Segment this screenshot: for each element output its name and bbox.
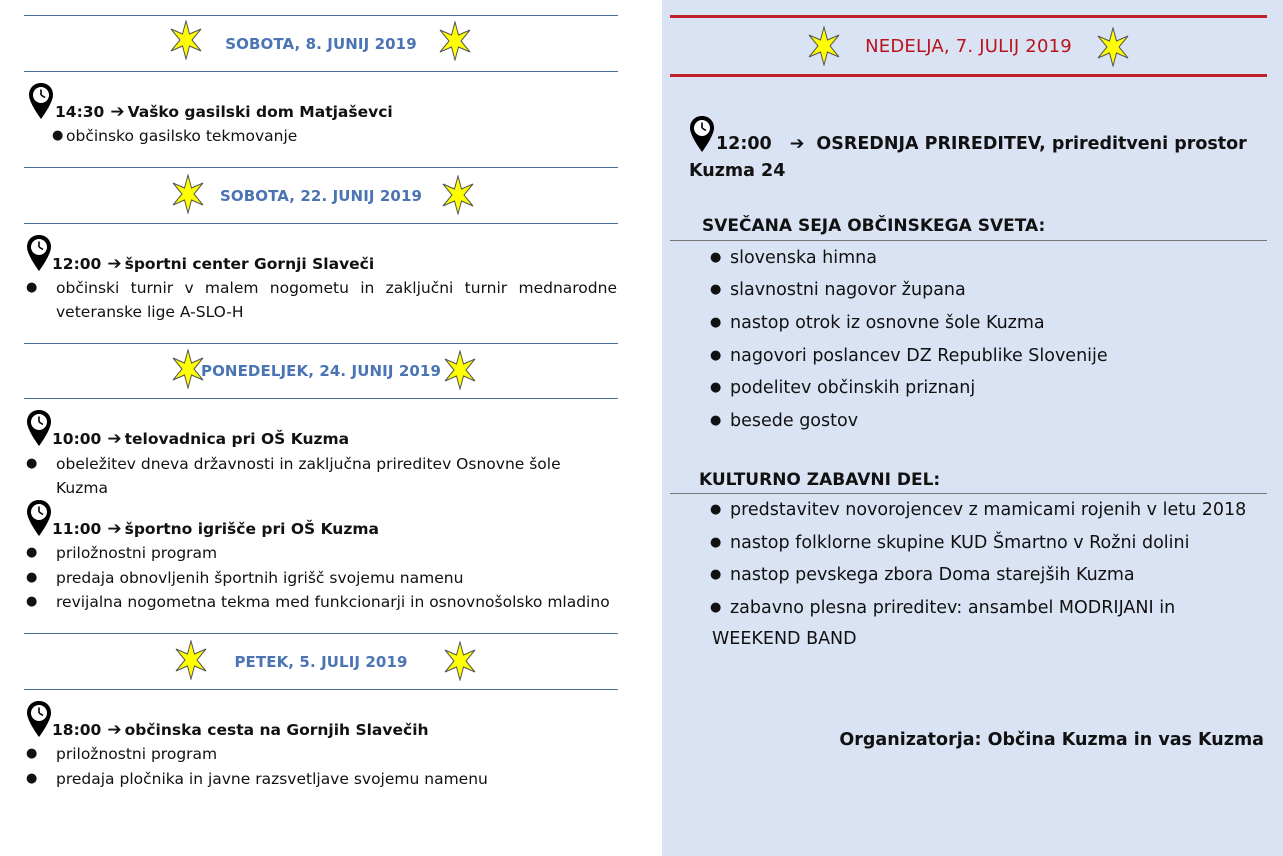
arrow-right-icon: ➔ [107, 519, 122, 539]
location-pin-clock-icon [26, 409, 52, 447]
date-band [670, 15, 1267, 77]
list-item: ● besede gostov [710, 405, 858, 437]
date-title: PONEDELJEK, 24. JUNIJ 2019 [200, 362, 441, 380]
location-pin-clock-icon [28, 82, 54, 120]
list-item: ● nastop folklorne skupine KUD Šmartno v Rožni dolini [710, 527, 1189, 559]
list-item: ● nagovori poslancev DZ Republike Slovenije [710, 340, 1108, 372]
date-band [24, 167, 618, 224]
bullet-icon: ● [710, 535, 722, 550]
main-event-header [716, 134, 1264, 154]
bullet-icon: ● [710, 380, 722, 395]
bullet-icon: ● [26, 570, 38, 585]
divider [670, 240, 1267, 241]
date-band [24, 15, 618, 72]
bullet-icon: ● [710, 250, 722, 265]
bullet-icon: ● [52, 128, 64, 143]
list-item: ● slovenska himna [710, 242, 877, 274]
date-title: SOBOTA, 8. JUNIJ 2019 [225, 34, 417, 53]
location-pin-clock-icon [26, 499, 52, 537]
section-heading: SVEČANA SEJA OBČINSKEGA SVETA: [702, 216, 1046, 236]
star-icon [1093, 27, 1133, 67]
date-band [24, 633, 618, 690]
organizers: Organizatorja: Občina Kuzma in vas Kuzma [839, 730, 1264, 750]
list-item-cont: WEEKEND BAND [712, 629, 857, 649]
right-column [662, 0, 1283, 856]
event-place: športno igrišče pri OŠ Kuzma [124, 520, 379, 538]
location-pin-clock-icon [689, 115, 715, 153]
date-title: PETEK, 5. JULIJ 2019 [234, 652, 408, 671]
event-time: 10:00 [52, 430, 102, 448]
bullet-icon: ● [26, 771, 38, 786]
left-column: SOBOTA, 8. JUNIJ 2019 14:30 ➔ Vaško gasilski dom Matjaševci ● občinsko gasilsko tekmovanje SOBOTA, 22. JUNIJ 2019 12:00 ➔ športni center Gornji Slaveči ● občinski turnir v malem nogometu in zaključni turnir mednarodne veteranske lige A-SLO-H PONEDELJEK, 24. JUNIJ 2019 10:00 ➔ telovadnica pri OŠ Kuzma ● obeležitev dneva državnosti in zaključna prireditev Osnovne šole Kuzma 11:00 ➔ športno igrišče pri OŠ Kuzma ● priložnostni program ● predaja obnovljenih športnih igrišč svojemu namenu ● revijalna nogometna tekma med funkcionarji in osnovnošolsko mladino PETEK, 5. JULIJ 2019 18:00 ➔ občinska cesta na Gornjih Slavečih ● priložnostni program ● predaja pločnika in javne razsvetljave svojemu namenu [0, 0, 640, 856]
list-item: ● nastop otrok iz osnovne šole Kuzma [710, 307, 1045, 339]
event-time: 18:00 [52, 721, 102, 739]
event-place: športni center Gornji Slaveči [124, 255, 375, 273]
event-header [52, 720, 429, 740]
section-heading: KULTURNO ZABAVNI DEL: [699, 470, 941, 490]
bullet-icon: ● [26, 456, 38, 471]
bullet-icon: ● [710, 567, 722, 582]
bullet-icon: ● [710, 502, 722, 517]
list-item: ● podelitev občinskih priznanj [710, 372, 975, 404]
bullet-icon: ● [710, 282, 722, 297]
star-icon [438, 175, 478, 215]
list-item: ● zabavno plesna prireditev: ansambel MODRIJANI in [710, 592, 1264, 624]
bullet-icon: ● [26, 545, 38, 560]
event-title: OSREDNJA PRIREDITEV, prireditveni prostor [816, 134, 1247, 154]
arrow-right-icon: ➔ [107, 429, 122, 449]
list-item: ● nastop pevskega zbora Doma starejših Kuzma [710, 559, 1135, 591]
event-header [55, 102, 393, 122]
list-item: ● predstavitev novorojencev z mamicami rojenih v letu 2018 [710, 494, 1246, 526]
event-place: Vaško gasilski dom Matjaševci [127, 103, 393, 121]
bullet-icon: ● [710, 600, 722, 615]
event-time: 12:00 [52, 255, 102, 273]
location-pin-clock-icon [26, 700, 52, 738]
bullet-icon: ● [710, 315, 722, 330]
date-title: SOBOTA, 22. JUNIJ 2019 [219, 186, 423, 205]
bullet-icon: ● [710, 413, 722, 428]
star-icon [435, 21, 475, 61]
star-icon [440, 641, 480, 681]
date-band [24, 343, 618, 399]
event-header [52, 519, 379, 539]
location-pin-clock-icon [26, 234, 52, 272]
bullet-icon: ● [26, 746, 38, 761]
event-time: 12:00 [716, 134, 772, 154]
list-item: ● občinski turnir v malem nogometu in zaključni turnir mednarodne veteranske lige A-SLO-H [26, 276, 616, 326]
event-place: občinska cesta na Gornjih Slavečih [124, 721, 429, 739]
list-item: ● slavnostni nagovor župana [710, 274, 966, 306]
arrow-right-icon: ➔ [110, 102, 125, 122]
event-time: 14:30 [55, 103, 105, 121]
bullet-icon: ● [26, 594, 38, 609]
event-header [52, 429, 349, 449]
event-title-cont: Kuzma 24 [689, 161, 786, 181]
event-time: 11:00 [52, 520, 102, 538]
bullet-icon: ● [710, 348, 722, 363]
date-title: NEDELJA, 7. JULIJ 2019 [865, 35, 1072, 57]
event-place: telovadnica pri OŠ Kuzma [124, 430, 350, 448]
arrow-right-icon: ➔ [789, 134, 805, 154]
star-icon [440, 350, 480, 390]
bullet-icon: ● [26, 280, 38, 295]
arrow-right-icon: ➔ [107, 720, 122, 740]
arrow-right-icon: ➔ [107, 254, 122, 274]
event-header [52, 254, 374, 274]
